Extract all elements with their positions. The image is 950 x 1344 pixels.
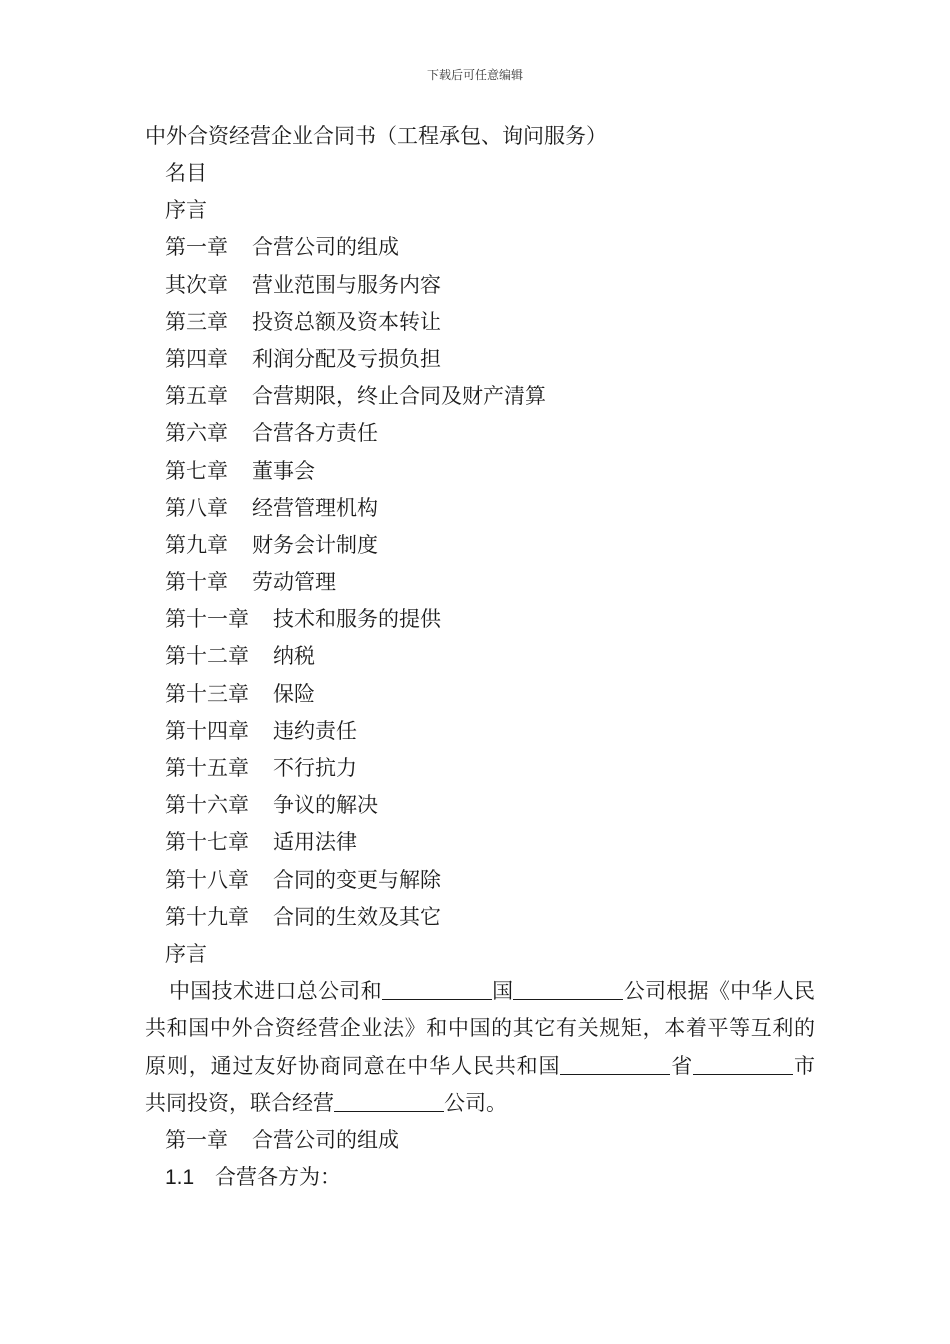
chapter-1-number: 第一章 (165, 1127, 228, 1152)
preface-text-1: 中国技术进口总公司和 (169, 979, 382, 1004)
toc-item-number: 其次章 (165, 272, 228, 297)
toc-item-number: 第十二章 (165, 644, 249, 669)
chapter-1-title: 合营公司的组成 (252, 1127, 399, 1152)
toc-item (145, 527, 815, 564)
section-1-1 (145, 1159, 815, 1196)
toc-item (145, 453, 815, 490)
toc-item-title: 保险 (273, 681, 315, 706)
fill-blank-jv-name (334, 1091, 444, 1112)
toc-item-number: 第八章 (165, 495, 228, 520)
toc-item-number: 第四章 (165, 346, 228, 371)
toc-item-number: 第一章 (165, 235, 228, 260)
toc-item (145, 304, 815, 341)
preface-text-4: 省 (670, 1053, 694, 1078)
chapter-1-heading (145, 1122, 815, 1159)
toc-item (145, 415, 815, 452)
toc-item-title: 合同的生效及其它 (273, 904, 441, 929)
toc-item-title: 营业范围与服务内容 (252, 272, 441, 297)
toc-item (145, 267, 815, 304)
toc-item-title: 合营各方责任 (252, 421, 378, 446)
toc-item-number: 第十一章 (165, 607, 249, 632)
document-body (145, 118, 815, 1196)
toc-item-title: 劳动管理 (252, 570, 336, 595)
section-text: 合营各方为： (215, 1165, 341, 1190)
toc-item-number: 第十四章 (165, 718, 249, 743)
preface-heading: 序言 (165, 941, 207, 966)
toc-item-number: 第七章 (165, 458, 228, 483)
toc-item-number: 第五章 (165, 384, 228, 409)
toc-item-title: 合同的变更与解除 (273, 867, 441, 892)
toc-item-title: 投资总额及资本转让 (252, 309, 441, 334)
toc-item-number: 第十七章 (165, 830, 249, 855)
toc-item (145, 601, 815, 638)
toc-item-title: 财务会计制度 (252, 532, 378, 557)
toc-item-title: 利润分配及亏损负担 (252, 346, 441, 371)
toc-item (145, 229, 815, 266)
document-title: 中外合资经营企业合同书（工程承包、询问服务） (145, 124, 607, 148)
toc-item-title: 纳税 (273, 644, 315, 669)
fill-blank-province (560, 1054, 670, 1075)
toc-item-number: 第九章 (165, 532, 228, 557)
toc-preface: 序言 (165, 198, 207, 223)
toc-item (145, 341, 815, 378)
toc-item-title: 适用法律 (273, 830, 357, 855)
section-number: 1.1 (165, 1166, 195, 1190)
preface-text-6: 公司。 (444, 1090, 507, 1115)
preface-text-3: 公司根据《中华人民共和国中外合资经营企业法》和中国的其它有关规矩，本着平等互利的原则，通过友好协商同意在中华人民共和国 (145, 979, 816, 1078)
fill-blank-city (693, 1054, 793, 1075)
preface-text-5: 市共同投资，联合经营 (145, 1053, 816, 1115)
toc-item (145, 899, 815, 936)
toc-item (145, 490, 815, 527)
toc-item-title: 合营期限，终止合同及财产清算 (252, 384, 546, 409)
table-of-contents (145, 229, 815, 936)
toc-item (145, 676, 815, 713)
toc-item (145, 713, 815, 750)
toc-item (145, 862, 815, 899)
fill-blank-country (382, 979, 492, 1000)
toc-item-number: 第十五章 (165, 756, 249, 780)
toc-item (145, 564, 815, 601)
toc-item-number: 第十九章 (165, 904, 249, 929)
toc-item (145, 638, 815, 675)
toc-item-title: 违约责任 (273, 718, 357, 743)
toc-item-title: 合营公司的组成 (252, 235, 399, 260)
toc-item-number: 第六章 (165, 421, 228, 446)
toc-item (145, 378, 815, 415)
toc-item (145, 824, 815, 861)
toc-item (145, 750, 815, 787)
toc-item-title: 争议的解决 (273, 793, 378, 818)
toc-item-number: 第十八章 (165, 867, 249, 892)
toc-item-number: 第十章 (165, 570, 228, 595)
toc-item-title: 经营管理机构 (252, 495, 378, 520)
preface-paragraph (145, 973, 815, 1122)
page-header: 下载后可任意编辑 (426, 68, 523, 82)
fill-blank-company (513, 979, 623, 1000)
toc-item-title: 技术和服务的提供 (273, 607, 441, 632)
toc-label: 名目 (165, 161, 207, 185)
toc-item-number: 第三章 (165, 309, 228, 334)
toc-item-number: 第十六章 (165, 793, 249, 818)
toc-item-title: 董事会 (252, 458, 315, 483)
preface-text-2: 国 (491, 979, 514, 1004)
toc-item-title: 不行抗力 (273, 756, 357, 780)
toc-item-number: 第十三章 (165, 681, 249, 706)
toc-item (145, 787, 815, 824)
